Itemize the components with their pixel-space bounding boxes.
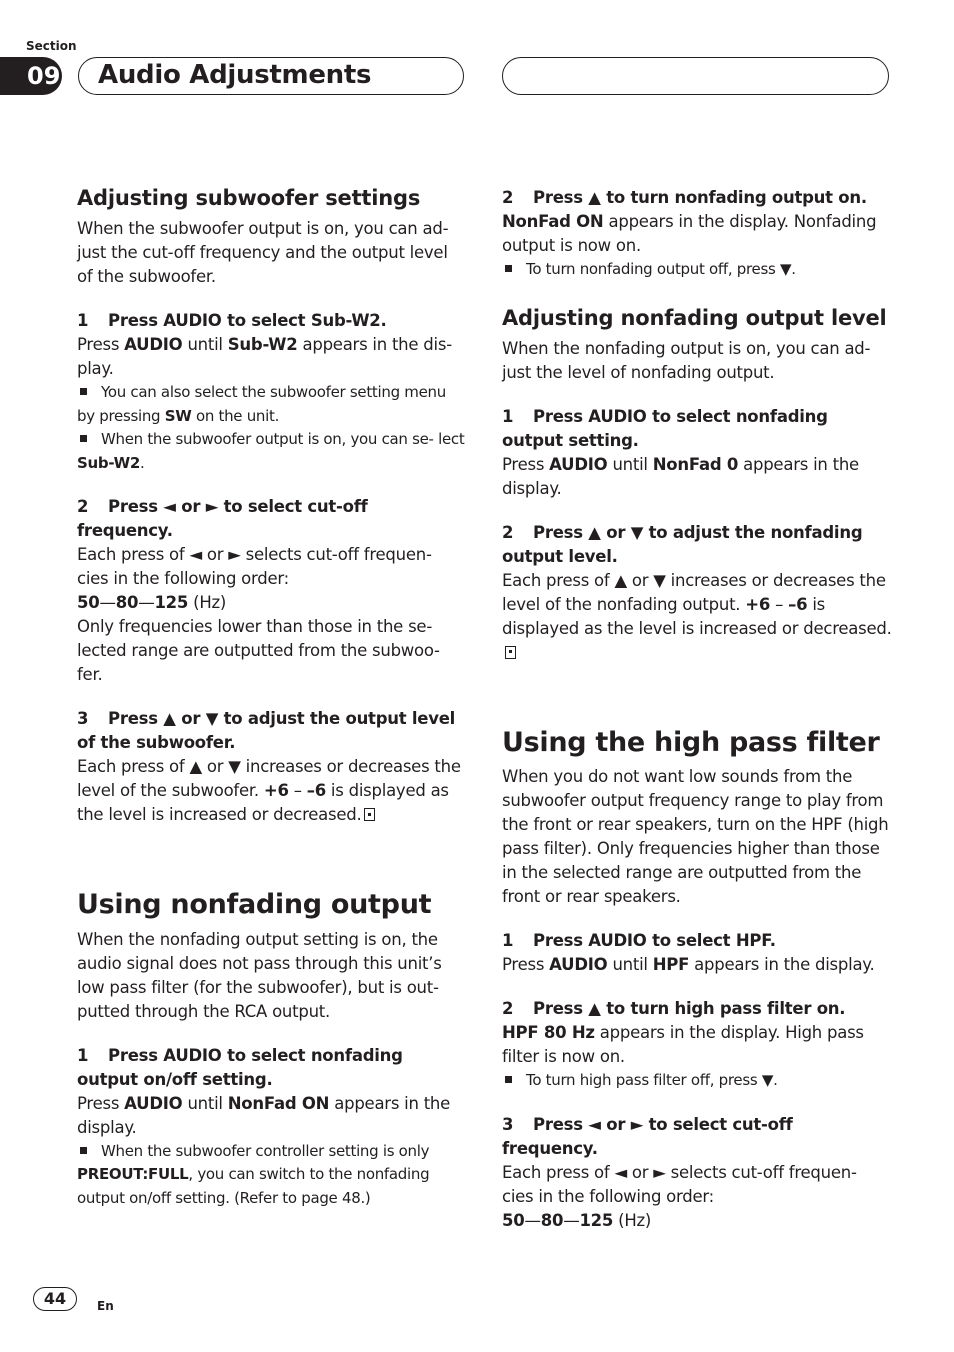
step-body: Only frequencies lower than those in the se- lected range are outputted from the subwoo- fer.: [77, 617, 440, 685]
step-body: Each press of ◄ or ► selects cut-off frequen- cies in the following order:: [502, 1162, 857, 1206]
step-title: 1 Press AUDIO to select nonfading output setting.: [502, 406, 828, 450]
note-item: To turn nonfading output off, press ▼.: [502, 258, 892, 282]
step-body: Each press of ▲ or ▼ increases or decreases the level of the nonfading output. +6 – –6 is displayed as the level is increased or decreased.: [502, 569, 892, 665]
header-title-box: [78, 57, 464, 95]
step-title: 2 Press ▲ to turn high pass filter on.: [502, 999, 846, 1019]
subwoofer-intro: When the subwoofer output is on, you can ad- just the cut-off frequency and the output level of the subwoofer.: [77, 219, 449, 287]
step-title: 1 Press AUDIO to select HPF.: [502, 931, 776, 951]
step-title: 3 Press ▲ or ▼ to adjust the output level of the subwoofer.: [77, 709, 456, 753]
step-body: Press AUDIO until HPF appears in the display.: [502, 955, 875, 975]
frequency-order: 50—80—125 (Hz): [77, 593, 227, 613]
bullet-square-icon: [505, 1076, 512, 1083]
hpf-intro: When you do not want low sounds from the subwoofer output frequency range to play from the front or rear speakers, turn on the HPF (high pass filter). Only frequencies higher than those in the selected range are outputted from the front or rear speakers.: [502, 767, 889, 907]
section-number-badge: 09: [0, 57, 62, 95]
page-number: 44: [33, 1287, 77, 1311]
heading-using-nonfading: Using nonfading output: [77, 889, 432, 921]
right-column: [502, 186, 892, 1233]
end-mark-icon: [364, 808, 375, 821]
note-item: When the subwoofer output is on, you can se- lect Sub-W2.: [77, 430, 465, 472]
step-title: 1 Press AUDIO to select nonfading output on/off setting.: [77, 1045, 403, 1089]
bullet-square-icon: [505, 265, 512, 272]
header-empty-box: [502, 57, 889, 95]
step-body: NonFad ON appears in the display. Nonfading output is now on.: [502, 212, 877, 255]
bullet-square-icon: [80, 435, 87, 442]
section-label: Section: [26, 39, 77, 53]
step-body: Press AUDIO until Sub-W2 appears in the dis- play.: [77, 335, 452, 379]
note-item: When the subwoofer controller setting is only PREOUT:FULL, you can switch to the nonfading output on/off setting. (Refer to page 48.): [77, 1141, 430, 1207]
nonfading-level-intro: When the nonfading output is on, you can ad- just the level of nonfading output.: [502, 338, 871, 382]
left-column: [77, 186, 467, 1210]
step-title: 2 Press ▲ to turn nonfading output on.: [502, 188, 867, 207]
bullet-square-icon: [80, 388, 87, 395]
frequency-order: 50—80—125 (Hz): [502, 1210, 652, 1230]
heading-using-high-pass-filter: Using the high pass filter: [502, 726, 880, 758]
end-mark-icon: [505, 646, 516, 659]
step-title: 2 Press ▲ or ▼ to adjust the nonfading output level.: [502, 522, 863, 566]
step-title: 3 Press ◄ or ► to select cut-off frequency.: [502, 1114, 793, 1158]
note-item: You can also select the subwoofer setting menu by pressing SW on the unit.: [77, 383, 446, 425]
step-body: Press AUDIO until NonFad ON appears in the display.: [77, 1093, 451, 1137]
page-title: Audio Adjustments: [98, 60, 372, 90]
step-title: 2 Press ◄ or ► to select cut-off frequency.: [77, 497, 368, 541]
nonfading-intro: When the nonfading output setting is on, the audio signal does not pass through this unit’s low pass filter (for the subwoofer), but is out- putted through the RCA output.: [77, 929, 442, 1021]
note-item: To turn high pass filter off, press ▼.: [502, 1069, 892, 1093]
step-body: Press AUDIO until NonFad 0 appears in the display.: [502, 454, 859, 498]
bullet-square-icon: [80, 1147, 87, 1154]
step-body: HPF 80 Hz appears in the display. High pass filter is now on.: [502, 1023, 864, 1067]
heading-adjusting-nonfading-level: Adjusting nonfading output level: [502, 305, 887, 330]
step-body: Each press of ◄ or ► selects cut-off frequen- cies in the following order:: [77, 545, 432, 589]
heading-adjusting-subwoofer: Adjusting subwoofer settings: [77, 186, 421, 210]
step-body: Each press of ▲ or ▼ increases or decreases the level of the subwoofer. +6 – –6 is displayed as the level is increased or decreased.: [77, 757, 461, 825]
step-title: 1 Press AUDIO to select Sub-W2.: [77, 311, 387, 331]
language-code: En: [97, 1299, 114, 1313]
